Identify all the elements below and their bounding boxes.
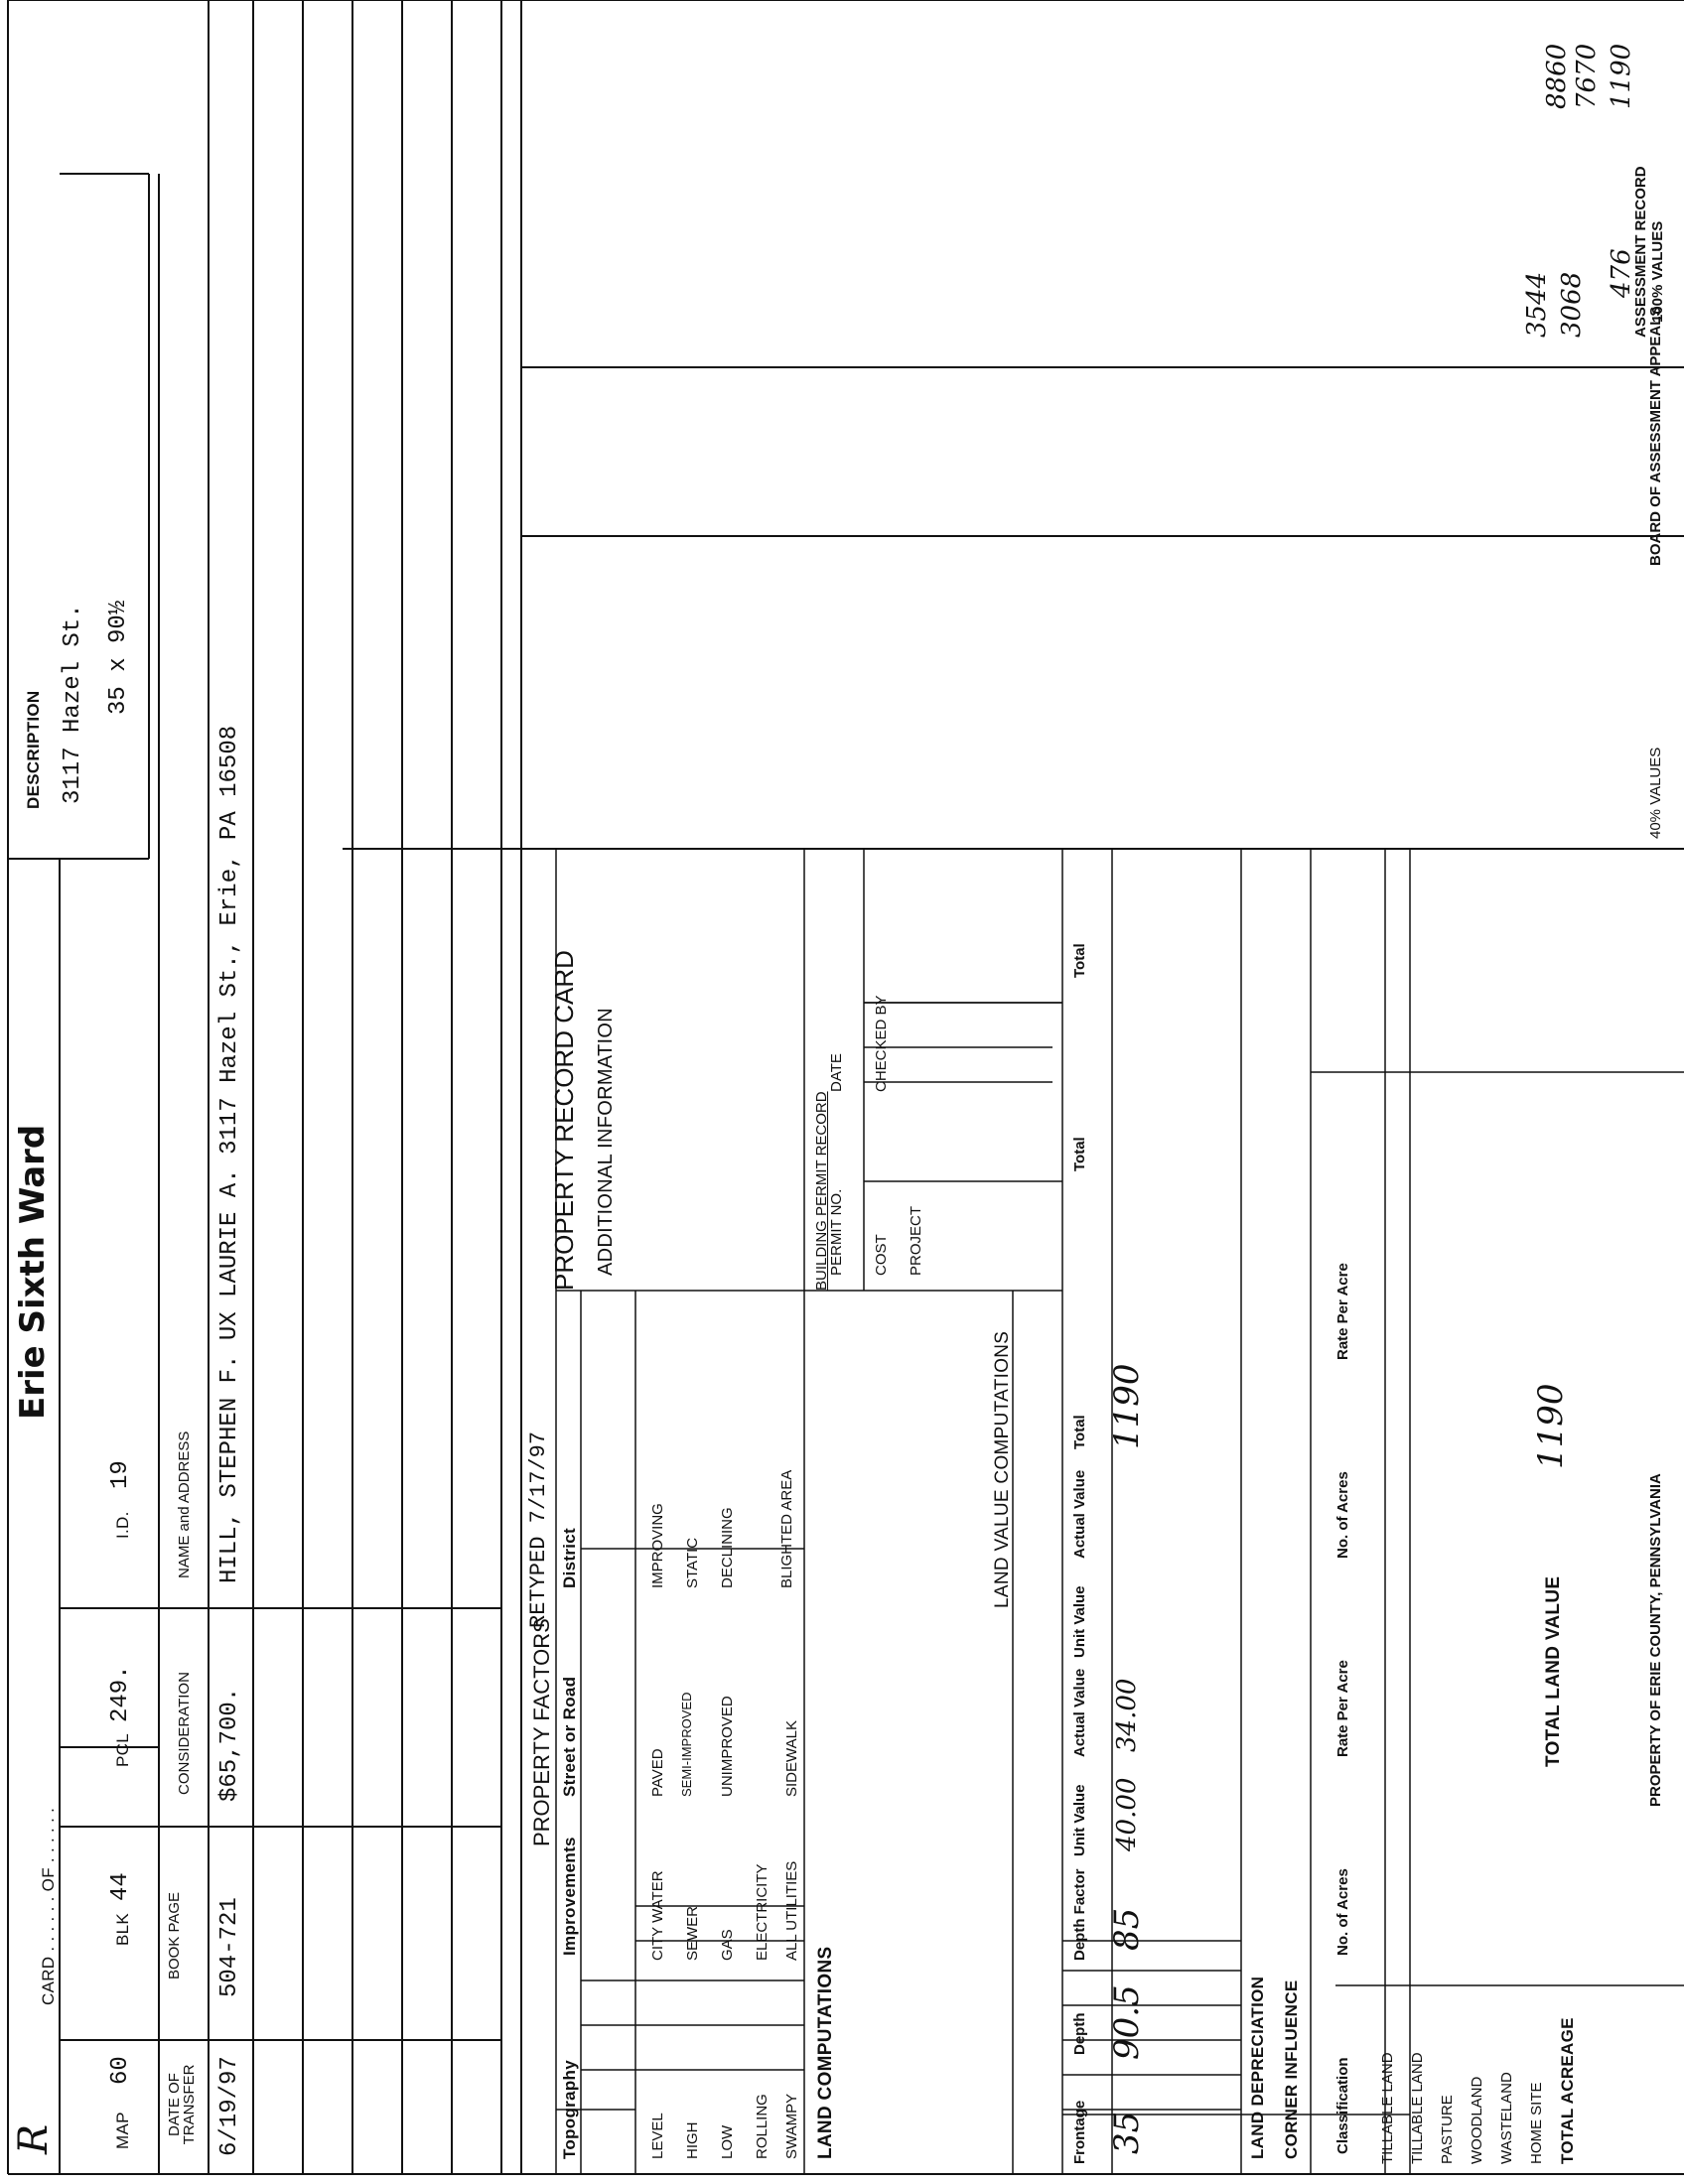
topography-header: Topography <box>560 2060 579 2159</box>
id-label: I.D. <box>113 1511 132 1539</box>
additional-info-label: ADDITIONAL INFORMATION <box>595 1008 617 1276</box>
transfer-book-page: 504-721 <box>216 1897 243 1997</box>
rate-per-acre-header-2: Rate Per Acre <box>1334 1263 1351 1360</box>
street-unimproved: UNIMPROVED <box>719 1696 736 1797</box>
pcl-value: 249. <box>107 1665 134 1722</box>
date-of-transfer-header: DATE OF TRANSFER <box>166 2064 198 2145</box>
classification-wasteland: WASTELAND <box>1498 2072 1515 2164</box>
property-factors-title: PROPERTY FACTORS <box>529 1618 554 1846</box>
classification-home-site: HOME SITE <box>1528 2082 1545 2164</box>
map-value: 60 <box>107 2056 134 2085</box>
retyped-note: RETYPED 7/17/97 <box>526 1431 551 1628</box>
unit-value-header: Unit Value <box>1071 1784 1088 1856</box>
permit-cost-label: COST <box>873 1234 890 1276</box>
actual-value-header: Actual Value <box>1071 1668 1088 1757</box>
name-address-header: NAME and ADDRESS <box>176 1431 193 1578</box>
values-40-label: 40% VALUES <box>1647 747 1664 839</box>
assessment-title-2: 100% VALUES <box>1649 220 1666 323</box>
rate-per-acre-header: Rate Per Acre <box>1334 1660 1351 1757</box>
improvement-all-utilities: ALL UTILITIES <box>783 1860 800 1961</box>
consideration-header: CONSIDERATION <box>176 1672 193 1795</box>
actual-value-value: 34.00 <box>1112 1678 1142 1752</box>
frontage-header: Frontage <box>1071 2100 1088 2164</box>
classification-tillable-2: TILLABLE LAND <box>1409 2052 1426 2164</box>
footer-right: BOARD OF ASSESSMENT APPEALS <box>1647 306 1664 566</box>
total-acreage-label: TOTAL ACREAGE <box>1558 2017 1577 2164</box>
map-label: MAP <box>113 2112 132 2149</box>
permit-project-label: PROJECT <box>908 1205 924 1276</box>
permit-no-label: PERMIT NO. <box>828 1188 845 1276</box>
depth-factor-value: 85 <box>1107 1907 1147 1951</box>
classification-pasture: PASTURE <box>1439 2095 1456 2164</box>
depth-header: Depth <box>1071 2012 1088 2055</box>
description-label: DESCRIPTION <box>24 690 43 809</box>
frontage-value: 35 <box>1107 2111 1147 2154</box>
improvement-city-water: CITY WATER <box>649 1870 666 1961</box>
street-semi-improved: SEMI-IMPROVED <box>679 1692 694 1797</box>
description-line1: 3117 Hazel St. <box>60 604 86 804</box>
depth-factor-header: Depth Factor <box>1071 1868 1088 1961</box>
card-label: CARD . . . . . . OF . . . . . . <box>39 1807 58 2005</box>
depth-value: 90.5 <box>1107 1984 1147 2060</box>
unit-value-header-2: Unit Value <box>1071 1585 1088 1658</box>
book-page-header: BOOK PAGE <box>166 1891 183 1980</box>
unit-value-value: 40.00 <box>1112 1777 1142 1851</box>
street-sidewalk: SIDEWALK <box>783 1720 800 1797</box>
land-depreciation-label: LAND DEPRECIATION <box>1248 1976 1267 2159</box>
land-computations-title: LAND COMPUTATIONS <box>815 1946 836 2159</box>
building-permit-title: BUILDING PERMIT RECORD <box>813 1091 830 1291</box>
total-header-2: Total <box>1071 1137 1088 1171</box>
improvement-sewer: SEWER <box>684 1905 701 1961</box>
total-land-value-label: TOTAL LAND VALUE <box>1543 1575 1564 1767</box>
classification-tillable-1: TILLABLE LAND <box>1379 2052 1396 2164</box>
transfer-date: 6/19/97 <box>216 2056 243 2156</box>
transfer-consideration: $65,700. <box>216 1687 243 1802</box>
permit-date-label: DATE <box>828 1053 845 1092</box>
assessment-title-1: ASSESSMENT RECORD <box>1632 166 1649 338</box>
values-40-total: 3544 <box>1522 271 1552 338</box>
assessment-land-value: 1190 <box>1607 43 1636 109</box>
street-paved: PAVED <box>649 1748 666 1797</box>
blk-value: 44 <box>107 1872 134 1901</box>
footer-left: PROPERTY OF ERIE COUNTY, PENNSYLVANIA <box>1647 1473 1664 1807</box>
description-line2: 35 x 90½ <box>105 600 132 715</box>
topography-low: LOW <box>719 2124 736 2159</box>
district-blighted-area: BLIGHTED AREA <box>778 1469 795 1588</box>
permit-checked-by-label: CHECKED BY <box>873 995 890 1092</box>
values-40-land: 476 <box>1607 248 1636 298</box>
classification-woodland: WOODLAND <box>1469 2076 1485 2164</box>
pcl-label: PCL <box>113 1733 132 1767</box>
street-road-header: Street or Road <box>560 1676 579 1797</box>
assessment-bldgs-value: 7670 <box>1572 43 1602 109</box>
card-mark: R <box>11 2123 57 2154</box>
topography-swampy: SWAMPY <box>783 2093 800 2159</box>
improvements-header: Improvements <box>560 1837 579 1956</box>
corner-influence-label: CORNER INFLUENCE <box>1282 1979 1301 2159</box>
topography-rolling: ROLLING <box>754 2094 771 2159</box>
land-total-value: 1190 <box>1107 1363 1147 1449</box>
district-declining: DECLINING <box>719 1507 736 1588</box>
id-value: 19 <box>107 1460 134 1489</box>
topography-high: HIGH <box>684 2121 701 2159</box>
no-acres-header: No. of Acres <box>1334 1868 1351 1956</box>
improvement-gas: GAS <box>719 1929 736 1961</box>
ward-title: Erie Sixth Ward <box>13 1124 53 1420</box>
total-header-1: Total <box>1071 1415 1088 1449</box>
classification-header: Classification <box>1334 2057 1351 2154</box>
transfer-name-address: HILL, STEPHEN F. UX LAURIE A. 3117 Hazel St., Erie, PA 16508 <box>216 725 243 1583</box>
district-static: STATIC <box>684 1537 701 1588</box>
no-acres-header-2: No. of Acres <box>1334 1471 1351 1559</box>
improvement-electricity: ELECTRICITY <box>754 1863 771 1961</box>
land-value-computations-title: LAND VALUE COMPUTATIONS <box>992 1330 1013 1608</box>
values-40-bldgs: 3068 <box>1557 271 1587 338</box>
blk-label: BLK <box>113 1912 132 1946</box>
actual-value-header-2: Actual Value <box>1071 1469 1088 1559</box>
record-card-title: PROPERTY RECORD CARD <box>549 950 579 1291</box>
total-header-3: Total <box>1071 943 1088 978</box>
assessment-total-value: 8860 <box>1542 43 1572 109</box>
district-header: District <box>560 1528 579 1588</box>
total-land-value: 1190 <box>1531 1383 1571 1469</box>
district-improving: IMPROVING <box>649 1503 666 1588</box>
topography-level: LEVEL <box>649 2113 666 2159</box>
